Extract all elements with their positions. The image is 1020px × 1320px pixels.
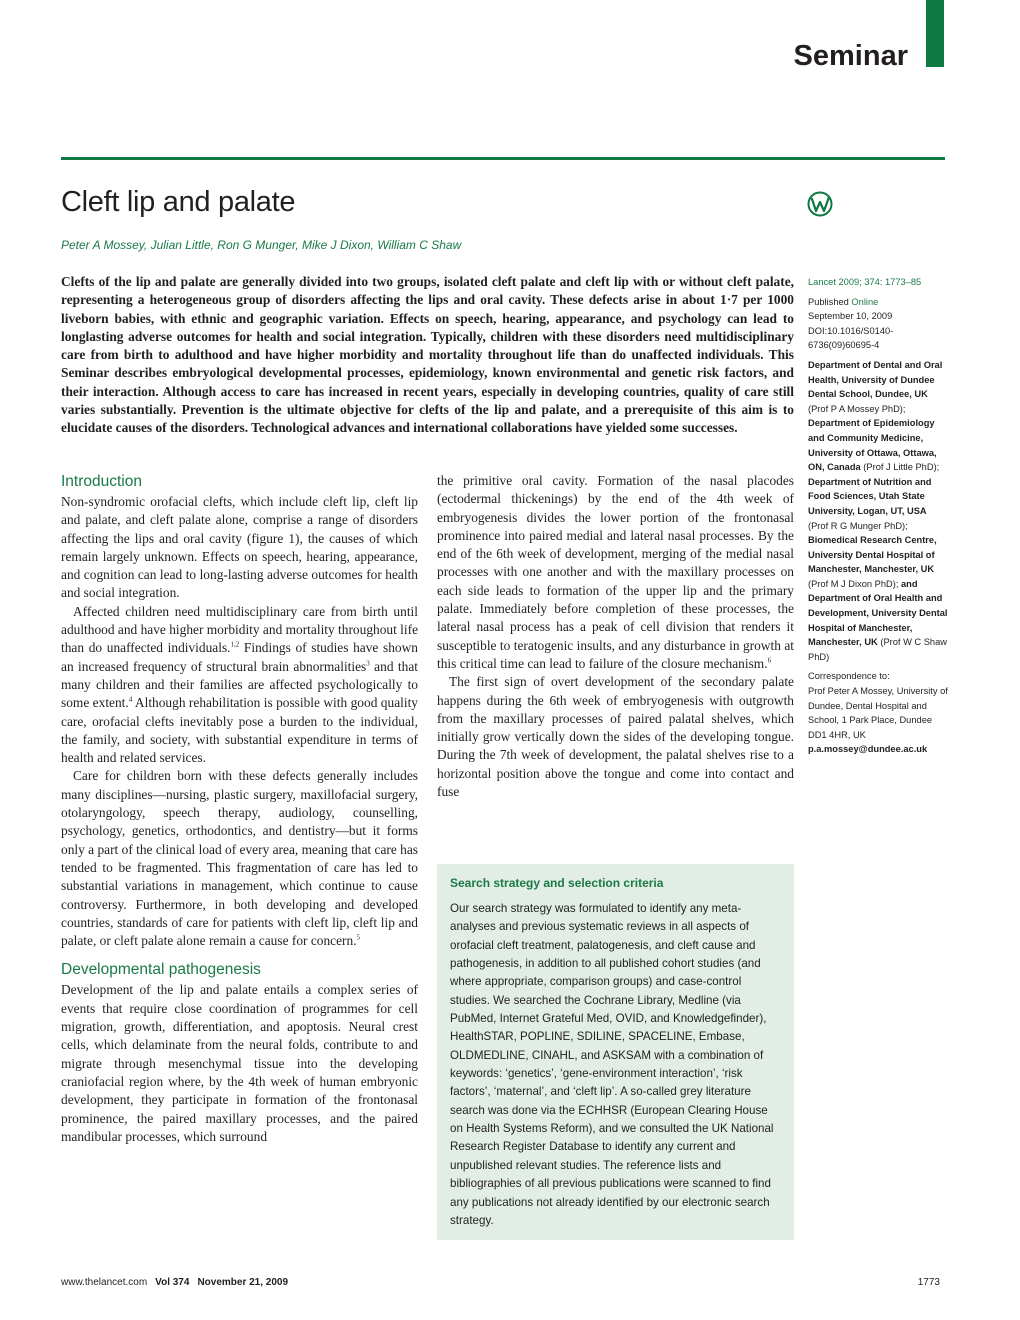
affiliation-4-person: (Prof M J Dixon PhD) [808, 578, 896, 589]
mid-p1-text: the primitive oral cavity. Formation of the nasal placodes (ectodermal thickenings) by the end of the 4th week of embryogenesis divides the lower portion of the frontonasal prominence into paired medial and lateral nasal processes. By the end of the 6th week of development, merging of the medial nasal processes with one another and with the maxillary processes on each side leads to formation of the upper lip and the primary palate. Immediately before completion of these processes, the lateral nasal process has a peak of cell division that renders it susceptible to teratogenic insults, and any disturbance in growth at this critical time can lead to failure of the closure mechanism. [437, 473, 794, 671]
intro-paragraph-1: Non-syndromic orofacial clefts, which include cleft lip, cleft lip and palate, and cleft palate alone, comprise a range of disorders affecting the lips and oral cavity (figure 1), the causes of which remain largely unknown. Effects on speech, hearing, appearance, and cognition can lead to long-lasting adverse outcomes for health and social integration. [61, 494, 418, 601]
search-strategy-panel [437, 864, 794, 1240]
affiliations: Department of Dental and Oral Health, University of Dundee Dental School, Dundee, UK (Prof P A Mossey PhD); Department of Epidemiology and Community Medicine, University of Ottawa, Ottawa, ON, Canada (Prof J Little PhD); Department of Nutrition and Food Sciences, Utah State University, Logan, UT, USA (Prof R G Munger PhD); Biomedical Research Centre, University Dental Hospital of Manchester, Manchester, UK (Prof M J Dixon PhD); and Department of Oral Health and Development, University Dental Hospital of Manchester, Manchester, UK (Prof W C Shaw PhD) [808, 359, 948, 662]
affiliation-1: Department of Dental and Oral Health, University of Dundee Dental School, Dundee, UK [808, 359, 943, 400]
header-rule [61, 157, 945, 160]
affiliation-2: Department of Epidemiology and Community Medicine, University of Ottawa, Ottawa, ON, Canada [808, 418, 937, 473]
ref-3[interactable]: 3 [366, 659, 370, 668]
intro-p2-text-d: Although rehabilitation is possible with good quality care, orofacial clefts inevitably pose a burden to the individual, the family, and society, with substantial expenditure in terms of health and related services. [61, 695, 418, 766]
affiliation-5: and Department of Oral Health and Development, University Dental Hospital of Manchester, Manchester, UK [808, 578, 948, 648]
affiliation-2-person: (Prof J Little PhD) [863, 462, 937, 473]
citation-block [808, 275, 948, 290]
article-title: Cleft lip and palate [61, 186, 296, 218]
affiliation-3: Department of Nutrition and Food Sciences, Utah State University, Logan, UT, USA [808, 476, 932, 516]
abstract: Clefts of the lip and palate are generally divided into two groups, isolated cleft palate and cleft lip with or without cleft palate, representing a heterogeneous group of disorders affecting the lips and oral cavity. These defects arise in about 1·7 per 1000 liveborn babies, with ethnic and geographic variation. Effects on speech, hearing, appearance, and psychology can lead to longlasting adverse outcomes for health and social integration. Typically, children with these disorders need multidisciplinary care from birth to adulthood and have higher morbidity and mortality throughout life than do unaffected individuals. This Seminar describes embryological developmental processes, epidemiology, known environmental and genetic risk factors, and their interaction. Although access to care has increased in recent years, especially in developing countries, quality of care still varies substantially. Prevention is the ultimate objective for clefts of the lip and palate, and a prerequisite of this aim is to elucidate causes of the disorders. Technological advances and international collaborations have yielded some successes. [61, 274, 794, 436]
footer-date: November 21, 2009 [197, 1277, 289, 1288]
intro-p2-text-b: Findings of studies have shown an increased frequency of structural brain abnormalities [61, 640, 418, 674]
intro-p2-text-a: Affected children need multidisciplinary care from birth until adulthood and have higher morbidity and mortality throughout life than do unaffected individuals. [61, 603, 419, 656]
affiliation-3-person: (Prof R G Munger PhD) [808, 520, 906, 531]
correspondence-label: Correspondence to: [808, 671, 890, 682]
published-date: September 10, 2009 [808, 311, 893, 322]
body-column-left [61, 472, 418, 1146]
affiliation-5-person: (Prof W C Shaw PhD) [808, 637, 947, 662]
footer-site[interactable]: www.thelancet.com [61, 1277, 148, 1288]
section-label: Seminar [793, 40, 908, 72]
doi[interactable]: DOI:10.1016/S0140-6736(09)60695-4 [808, 325, 894, 351]
affiliation-1-person: (Prof P A Mossey PhD) [808, 403, 903, 414]
citation[interactable]: Lancet 2009; 374: 1773–85 [808, 277, 922, 287]
mid-paragraph-2: The first sign of overt development of the secondary palate happens during the 6th week of embryogenesis with outgrowth from the maxillary processes of paired palatal shelves, which initially grow vertically down the sides of the developing tongue. During the 7th week of development, the palatal shelves rise to a horizontal position above the tongue and come into contact and fuse [437, 674, 794, 800]
ref-1-2[interactable]: 1,2 [230, 640, 240, 649]
heading-introduction: Introduction [61, 473, 142, 490]
published-label: Published [808, 296, 852, 307]
body-column-middle [437, 472, 794, 801]
ref-4[interactable]: 4 [128, 695, 133, 704]
page-footer [61, 1277, 288, 1288]
correspondence [808, 669, 948, 757]
intro-paragraph-2 [61, 603, 418, 768]
correspondence-address: Prof Peter A Mossey, University of Dundee, Dental Hospital and School, 1 Park Place, Dundee DD1 4HR, UK [808, 686, 948, 740]
section-color-tab [926, 0, 944, 67]
article-sidebar [808, 275, 948, 762]
ref-6[interactable]: 6 [767, 656, 772, 665]
published-online-link[interactable]: Online [851, 296, 879, 307]
ref-5[interactable]: 5 [356, 933, 361, 942]
heading-developmental-pathogenesis: Developmental pathogenesis [61, 961, 261, 979]
author-list: Peter A Mossey, Julian Little, Ron G Munger, Mike J Dixon, William C Shaw [61, 238, 462, 252]
w-badge-icon [806, 190, 834, 218]
publication-info [808, 295, 948, 353]
search-strategy-heading: Search strategy and selection criteria [450, 876, 664, 890]
dev-paragraph-1: Development of the lip and palate entails a complex series of events that require close coordination of programmes for cell migration, growth, differentiation, and apoptosis. Neural crest cells, which delaminate from the neural folds, contribute to and migrate through mesenchymal tissue into the developing craniofacial region where, by the 4th week of human embryonic development, they participate in formation of the frontonasal prominence, the paired maxillary processes, and the paired mandibular processes, which surround [61, 982, 418, 1144]
correspondence-email[interactable]: p.a.mossey@dundee.ac.uk [808, 744, 928, 755]
intro-paragraph-3 [61, 767, 418, 950]
page-number: 1773 [917, 1277, 940, 1288]
intro-p2-text-c: and that many children and their families are affected psychologically to some extent. [61, 658, 419, 711]
intro-p3-text: Care for children born with these defects generally includes many disciplines—nursing, plastic surgery, maxillofacial surgery, otolaryngology, speech therapy, audiology, counselling, psychology, genetics, orthodontics, and dentistry—but it forms only a part of the clinical load of every area, meaning that care has tended to be fragmented. This fragmentation of care has led to substantial variations in management, which continue to cause controversy. Furthermore, in both developing and developed countries, standards of care for patients with cleft lip, cleft lip and palate, or cleft palate alone remain a cause for concern. [61, 768, 418, 949]
mid-paragraph-1 [437, 472, 794, 673]
footer-volume: Vol 374 [155, 1277, 190, 1288]
search-strategy-text: Our search strategy was formulated to identify any meta-analyses and previous systematic reviews in all aspects of orofacial cleft treatment, palatogenesis, and cleft cause and pathogenesis, in addition to all published cohort studies (and where appropriate, comparison groups) and case-control studies. We searched the Cochrane Library, Medline (via PubMed, Internet Grateful Med, OVID, and Knowledgefinder), HealthSTAR, POPLINE, SDILINE, SPACELINE, Embase, OLDMEDLINE, CINAHL, and ASKSAM with a combination of keywords: ‘genetics’, ‘gene-environment interaction’, ‘risk factors’, ‘maternal’, and ‘cleft lip’. A so-called grey literature search was done via the ECHHSR (European Clearing House on Health Systems Reform), and we consulted the UK National Research Register Database to identify any current and unpublished relevant studies. The reference lists and bibliographies of all previous publications were scanned to find any publications not already identified by our electronic search strategy. [450, 902, 774, 1227]
affiliation-4: Biomedical Research Centre, University Dental Hospital of Manchester, Manchester, UK [808, 535, 937, 575]
